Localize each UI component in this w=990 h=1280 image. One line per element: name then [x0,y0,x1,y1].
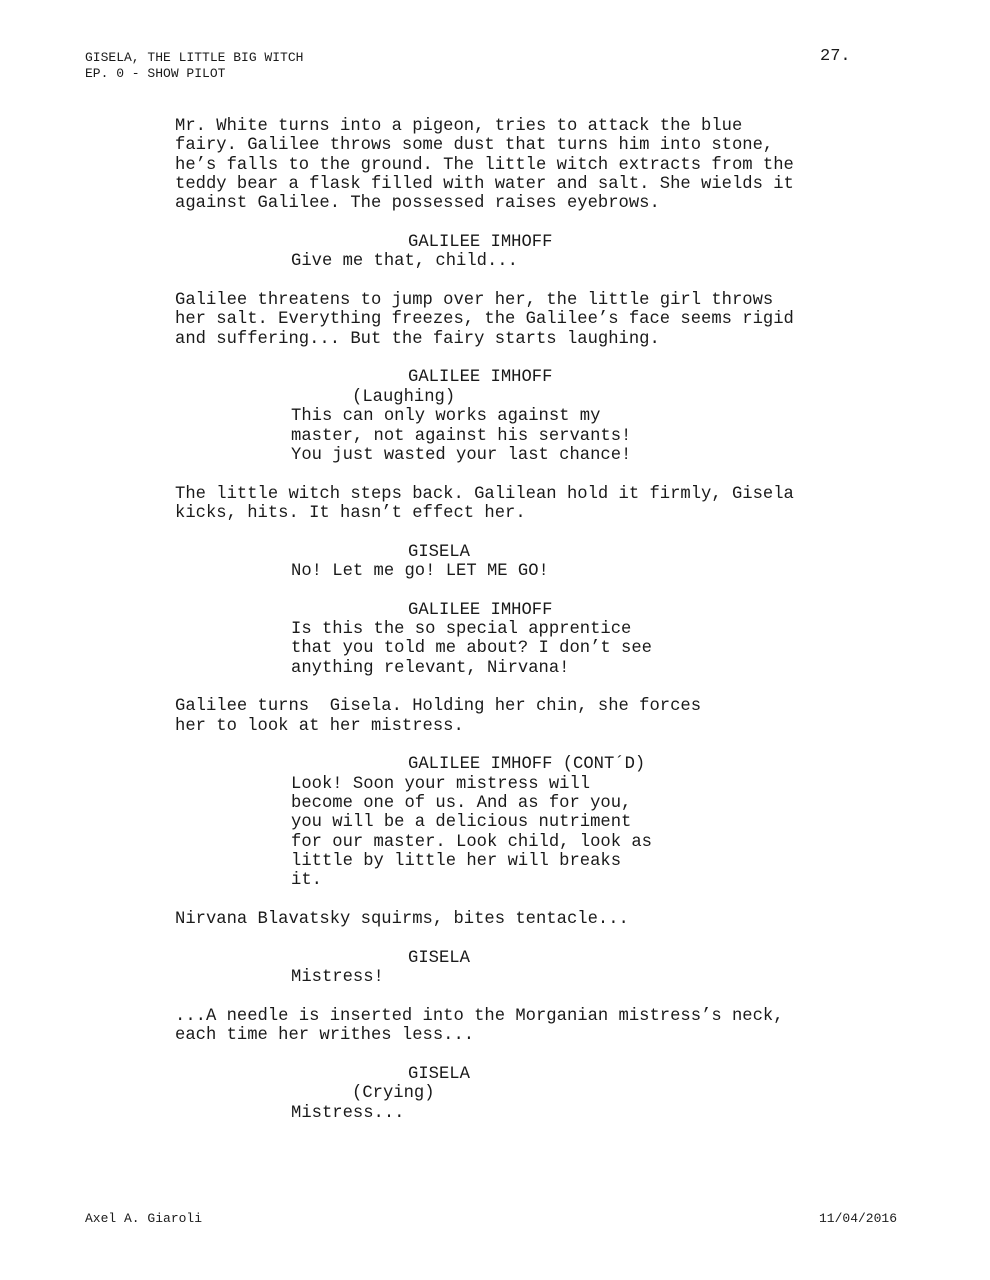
action-line: Galilee turns Gisela. Holding her chin, she forces [175,697,702,717]
dialogue-line: Mistress! [291,968,384,988]
action-line: Galilee threatens to jump over her, the little girl throws [175,291,774,311]
action-line: Nirvana Blavatsky squirms, bites tentacle... [175,910,629,930]
action-line: fairy. Galilee throws some dust that turns him into stone, [175,136,774,156]
action-line: teddy bear a flask filled with water and salt. She wields it [175,175,794,195]
character-cue: GALILEE IMHOFF [408,368,553,388]
script-title: GISELA, THE LITTLE BIG WITCH [85,50,304,65]
action-line: and suffering... But the fairy starts laughing. [175,329,660,349]
action-paragraph [175,697,895,736]
episode-label: EP. 0 - SHOW PILOT [85,66,226,81]
page-header [85,50,303,82]
dialogue-block [175,949,895,988]
parenthetical: (Crying) [352,1084,435,1104]
dialogue-line: No! Let me go! LET ME GO! [291,561,549,581]
dialogue-block [175,1065,895,1123]
page-number: 27. [820,47,851,66]
dialogue-line: Give me that, child... [291,252,518,272]
dialogue-line: anything relevant, Nirvana! [291,658,570,678]
dialogue-line: Look! Soon your mistress will [291,774,591,794]
footer-author: Axel A. Giaroli [85,1211,203,1226]
action-line: Mr. White turns into a pigeon, tries to attack the blue [175,117,743,136]
action-line: he’s falls to the ground. The little witch extracts from the [175,155,794,175]
dialogue-line: master, not against his servants! [291,426,632,446]
dialogue-line: little by little her will breaks [291,852,622,872]
action-paragraph [175,485,895,524]
dialogue-line: become one of us. And as for you, [291,794,632,814]
action-line: each time her writhes less... [175,1026,475,1046]
action-line: ...A needle is inserted into the Morganian mistress’s neck, [175,1006,784,1026]
dialogue-block [175,233,895,272]
dialogue-line: for our master. Look child, look as [291,832,652,852]
action-line: kicks, hits. It hasn’t effect her. [175,503,526,523]
dialogue-line: This can only works against my [291,407,601,427]
action-line: her to look at her mistress. [175,716,464,736]
action-line: against Galilee. The possessed raises eyebrows. [175,194,660,214]
footer-date: 11/04/2016 [819,1211,898,1226]
action-line: her salt. Everything freezes, the Galilee’s face seems rigid [175,310,794,330]
action-paragraph [175,910,895,929]
dialogue-line: You just wasted your last chance! [291,445,632,465]
action-paragraph [175,1007,895,1046]
dialogue-block [175,368,895,465]
character-cue: GISELA [408,542,470,562]
parenthetical: (Laughing) [352,387,456,407]
character-cue: GISELA [408,1064,470,1084]
dialogue-line: you will be a delicious nutriment [291,813,632,833]
character-cue: GALILEE IMHOFF [408,233,553,253]
action-paragraph [175,117,895,214]
dialogue-line: it. [291,871,322,891]
dialogue-block [175,543,895,582]
character-cue: GISELA [408,948,470,968]
dialogue-block [175,601,895,678]
dialogue-block [175,755,895,890]
dialogue-line: Is this the so special apprentice [291,619,632,639]
dialogue-line: that you told me about? I don’t see [291,639,652,659]
action-line: The little witch steps back. Galilean hold it firmly, Gisela [175,484,794,504]
character-cue: GALILEE IMHOFF [408,600,553,620]
dialogue-line: Mistress... [291,1103,405,1123]
character-cue: GALILEE IMHOFF (CONT´D) [408,755,646,775]
action-paragraph [175,291,895,349]
screenplay-body [175,117,895,1142]
